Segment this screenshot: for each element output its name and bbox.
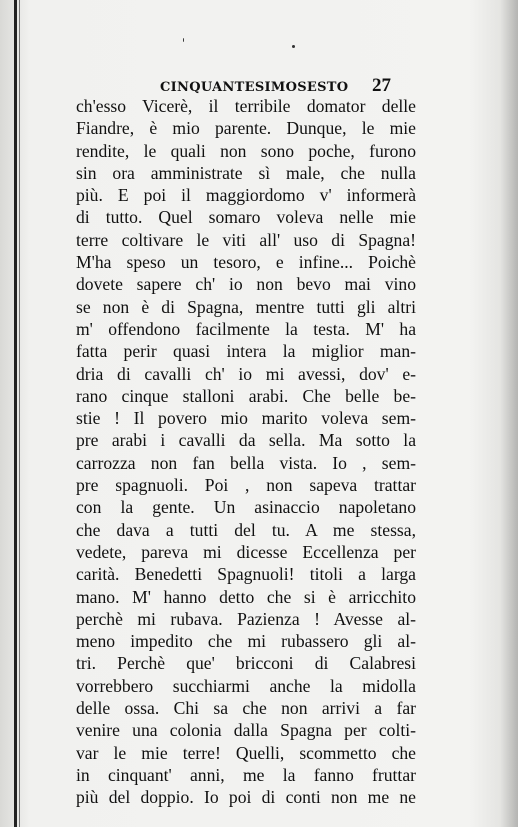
text-line: carrozza non fan bella vista. Io , sem-	[76, 452, 416, 473]
text-line: meno impedito che mi rubassero gli al-	[76, 631, 416, 652]
text-line: perchè mi rubava. Pazienza ! Avesse al-	[76, 608, 416, 629]
running-head: CINQUANTESIMOSESTO	[160, 80, 349, 95]
ink-speck	[183, 38, 184, 42]
text-line: carità. Benedetti Spagnuoli! titoli a larga	[76, 564, 416, 585]
text-line: che dava a tutti del tu. A me stessa,	[76, 519, 416, 540]
text-line: M'ha speso un tesoro, e infine... Poichè	[76, 252, 416, 273]
page-edge-shadow	[500, 0, 518, 827]
text-line: fatta perir quasi intera la miglior man-	[76, 341, 416, 362]
text-line: ch'esso Vicerè, il terribile domator delle	[76, 96, 416, 116]
text-line: m' offendono facilmente la testa. M' ha	[76, 318, 416, 339]
text-line: pre spagnuoli. Poi , non sapeva trattar	[76, 475, 416, 496]
text-line: più del doppio. Io poi di conti non me ne	[76, 787, 416, 808]
body-text	[76, 95, 416, 809]
text-line: dovete sapere ch' io non bevo mai vino	[76, 274, 416, 295]
text-line: rendite, le quali non sono poche, furono	[76, 140, 416, 161]
text-line: stie ! Il povero mio marito voleva sem-	[76, 408, 416, 429]
text-line: terre coltivare le viti all' uso di Spagna!	[76, 229, 416, 250]
page-number: 27	[372, 75, 391, 96]
text-line: se non è di Spagna, mentre tutti gli altri	[76, 296, 416, 317]
text-line: più. E poi il maggiordomo v' informerà	[76, 185, 416, 206]
text-line: dria di cavalli ch' io mi avessi, dov' e-	[76, 363, 416, 384]
text-line: con la gente. Un asinaccio napoletano	[76, 497, 416, 518]
text-line: venire una colonia dalla Spagna per colti-	[76, 720, 416, 741]
text-line: tri. Perchè que' bricconi di Calabresi	[76, 653, 416, 674]
text-line: di tutto. Quel somaro voleva nelle mie	[76, 207, 416, 228]
page-binding-edge	[14, 0, 17, 827]
text-line: vorrebbero succhiarmi anche la midolla	[76, 675, 416, 696]
text-line: rano cinque stalloni arabi. Che belle be-	[76, 385, 416, 406]
text-line: var le mie terre! Quelli, scommetto che	[76, 742, 416, 763]
text-line: pre arabi i cavalli da sella. Ma sotto la	[76, 430, 416, 451]
ink-speck	[292, 45, 295, 48]
text-line: vedete, pareva mi dicesse Eccellenza per	[76, 541, 416, 562]
text-line: Fiandre, è mio parente. Dunque, le mie	[76, 118, 416, 139]
text-line: in cinquant' anni, me la fanno fruttar	[76, 764, 416, 785]
text-line: delle ossa. Chi sa che non arrivi a far	[76, 698, 416, 719]
text-line: mano. M' hanno detto che si è arricchito	[76, 586, 416, 607]
text-line: sin ora amministrate sì male, che nulla	[76, 162, 416, 183]
page-binding-line	[19, 0, 20, 827]
